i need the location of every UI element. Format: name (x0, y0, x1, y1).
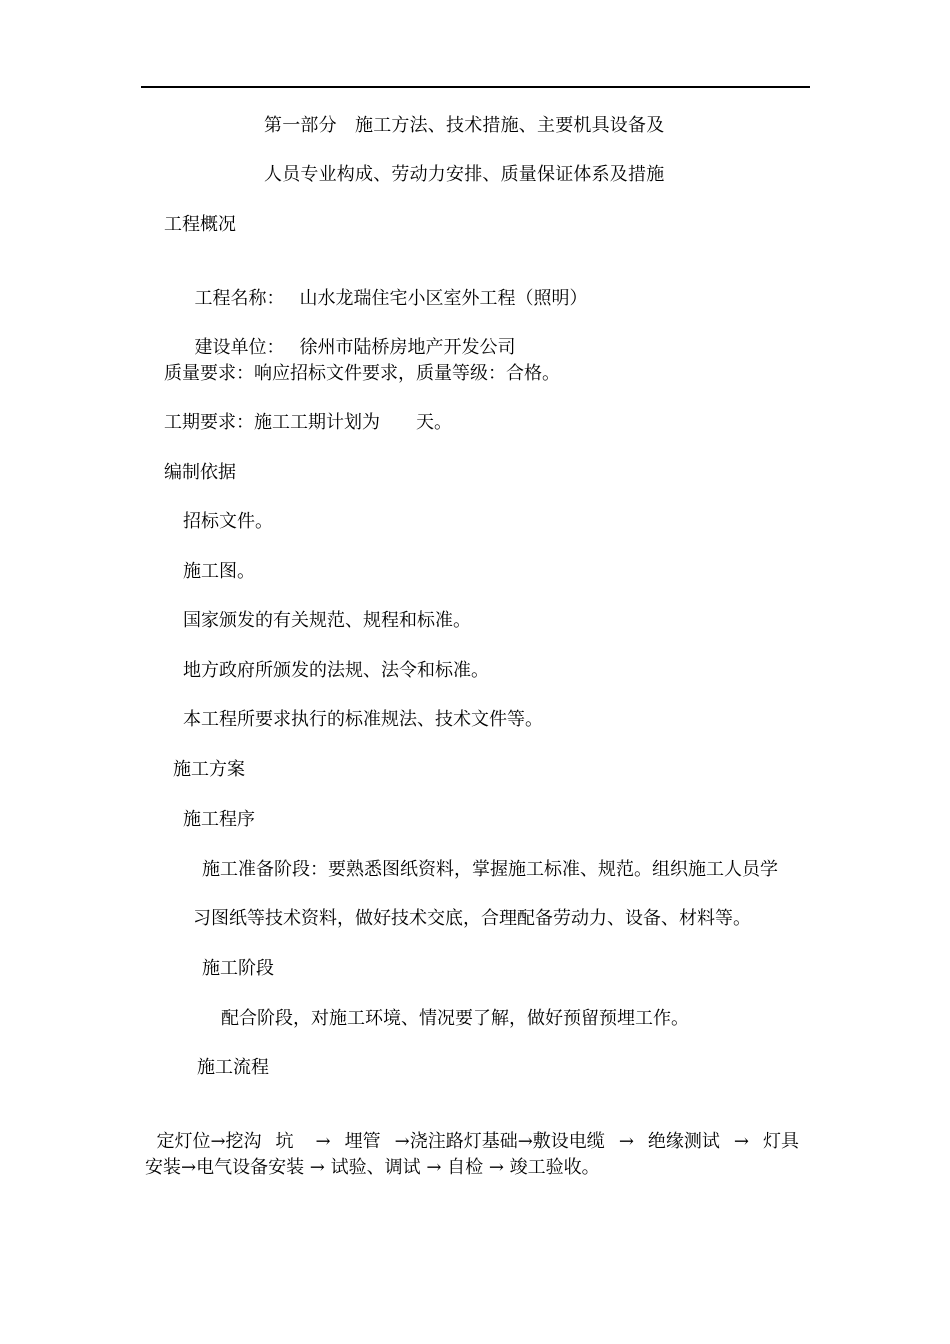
project-name-label: 工程名称： (194, 288, 285, 309)
flow-line-1 (145, 1106, 799, 1152)
heading-line-2: 人员专业构成、劳动力安排、质量保证体系及措施 (264, 164, 665, 185)
basis-item: 国家颁发的有关规范、规程和标准。 (183, 610, 471, 631)
flow-step: 灯具 (763, 1131, 799, 1152)
basis-item: 地方政府所颁发的法规、法令和标准。 (183, 660, 489, 681)
builder-value: 徐州市陆桥房地产开发公司 (299, 337, 516, 358)
flow-step: 坑 (275, 1131, 294, 1152)
basis-item: 本工程所要求执行的标准规法、技术文件等。 (183, 709, 543, 730)
builder-label: 建设单位： (194, 337, 285, 358)
flow-arrow: → (315, 1131, 331, 1152)
heading-line-1: 第一部分 施工方法、技术措施、主要机具设备及 (264, 115, 665, 136)
prep-stage-line-1: 施工准备阶段：要熟悉图纸资料，掌握施工标准、规范。组织施工人员学 (202, 859, 778, 880)
procedure-title: 施工程序 (183, 809, 255, 830)
schedule-requirement: 工期要求：施工工期计划为 天。 (164, 412, 452, 433)
flow-title: 施工流程 (197, 1057, 269, 1078)
construction-stage-title: 施工阶段 (202, 958, 274, 979)
flow-line-2: 安装→电气设备安装 → 试验、调试 → 自检 → 竣工验收。 (145, 1157, 600, 1178)
project-name-row (183, 263, 588, 309)
quality-requirement: 质量要求：响应招标文件要求，质量等级：合格。 (164, 363, 560, 384)
flow-step: 埋管 (344, 1131, 381, 1152)
flow-arrow: → (618, 1131, 634, 1152)
flow-step: 绝缘测试 (647, 1131, 720, 1152)
header-rule (141, 86, 810, 88)
section-title-plan: 施工方案 (173, 759, 245, 780)
flow-step: →浇注路灯基础→敷设电缆 (394, 1131, 605, 1152)
flow-arrow: → (733, 1131, 749, 1152)
basis-item: 施工图。 (183, 561, 255, 582)
project-name-value: 山水龙瑞住宅小区室外工程（照明） (299, 288, 588, 309)
prep-stage-line-2: 习图纸等技术资料，做好技术交底，合理配备劳动力、设备、材料等。 (193, 908, 751, 929)
section-title-overview: 工程概况 (164, 214, 236, 235)
flow-step: 定灯位→挖沟 (156, 1131, 262, 1152)
construction-stage-text: 配合阶段，对施工环境、情况要了解，做好预留预埋工作。 (221, 1008, 689, 1029)
builder-row (183, 312, 516, 358)
section-title-basis: 编制依据 (164, 462, 236, 483)
basis-item: 招标文件。 (183, 511, 273, 532)
